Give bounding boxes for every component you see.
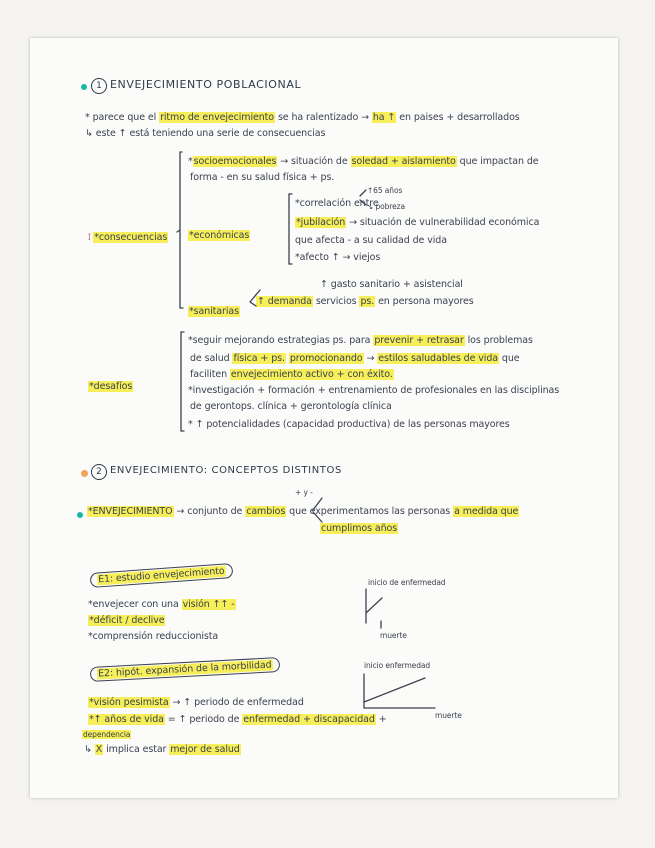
circled-number-2: 2 [91, 464, 107, 480]
economicas-bracket [289, 194, 292, 264]
desafios-bracket [181, 332, 184, 431]
graph2-axes [364, 674, 435, 708]
eco-upper: ↑65 años [367, 186, 403, 195]
section1-title: ENVEJECIMIENTO POBLACIONAL [110, 78, 302, 91]
circled-number-1: 1 [91, 78, 107, 94]
consecuencias-label: 𝔩 *consecuencias [88, 232, 168, 243]
eco-line-1: *correlación entre [295, 198, 379, 209]
des-line-1: *seguir mejorando estrategias ps. para prevenir + retrasar los problemas [188, 335, 533, 346]
graph1-top-label: inicio de enfermedad [368, 578, 446, 587]
san-upper: ↑ gasto sanitario + asistencial [320, 279, 463, 290]
e1-line-1: *envejecer con una visión ↑↑ - [88, 599, 235, 610]
notebook-page [30, 38, 618, 798]
e2-line-4: ↳ X implica estar mejor de salud [84, 744, 240, 755]
eco-line-3: que afecta - a su calidad de vida [295, 235, 447, 246]
eco-line-4: *afecto ↑ → viejos [295, 252, 381, 263]
definition-branch [313, 498, 322, 522]
graph1-curve [366, 598, 382, 613]
des-line-4: *investigación + formación + entrenamiento de profesionales en las disciplinas [188, 385, 560, 396]
socio-line-1: *socioemocionales → situación de soledad + aislamiento que impactan de [188, 156, 539, 167]
e1-line-3: *comprensión reduccionista [88, 631, 219, 642]
graph1-bottom-label: muerte [380, 631, 407, 640]
e2-label: E2: hipót. expansión de la morbilidad [90, 657, 280, 682]
e2-line-1: *visión pesimista → ↑ periodo de enfermedad [89, 697, 304, 708]
e1-line-2: *déficit / declive [89, 615, 165, 626]
sanitarias-branch [250, 290, 260, 306]
desafios-label: *desafíos [89, 381, 133, 392]
e2-line-2: *↑ años de vida = ↑ periodo de enfermedad + discapacidad + [89, 714, 387, 725]
definition-line-1: *ENVEJECIMIENTO → conjunto de cambios que experimentamos las personas a medida que [88, 506, 519, 517]
hand-drawn-lines [30, 38, 618, 798]
section2-title: ENVEJECIMIENTO: CONCEPTOS DISTINTOS [110, 465, 342, 476]
definition-plus-minus: + y - [295, 488, 313, 497]
san-lower: ↑ demanda servicios ps. en persona mayores [257, 296, 474, 307]
e2-line-3: dependencia [83, 730, 131, 739]
graph2-top-label: inicio enfermedad [364, 661, 431, 670]
consecuencias-bracket [177, 152, 183, 308]
des-line-3: faciliten envejecimiento activo + con éxito. [190, 369, 393, 380]
graph2-bottom-label: muerte [435, 711, 462, 720]
des-line-2: de salud física + ps. promocionando → estilos saludables de vida que [190, 353, 520, 364]
economicas-label: *económicas [189, 230, 250, 241]
e1-label: E1: estudio envejecimiento [90, 563, 233, 588]
intro-line-1: * parece que el ritmo de envejecimiento se ha ralentizado → ha ↑ en paises + desarrollados [85, 112, 520, 123]
des-line-6: * ↑ potencialidades (capacidad productiva) de las personas mayores [188, 419, 510, 430]
sanitarias-label: *sanitarias [189, 306, 239, 317]
intro-line-2: ↳ este ↑ está teniendo una serie de consecuencias [85, 128, 326, 139]
des-line-5: de gerontops. clínica + gerontología clínica [190, 401, 392, 412]
graph2-curve [364, 678, 425, 702]
eco-line-2: *jubilación → situación de vulnerabilidad económica [296, 217, 540, 228]
definition-line-2: cumplimos años [321, 523, 398, 534]
eco-lower: ↘ pobreza [367, 202, 405, 211]
eco-branch [360, 190, 366, 205]
socio-line-2: forma - en su salud física + ps. [190, 172, 335, 183]
